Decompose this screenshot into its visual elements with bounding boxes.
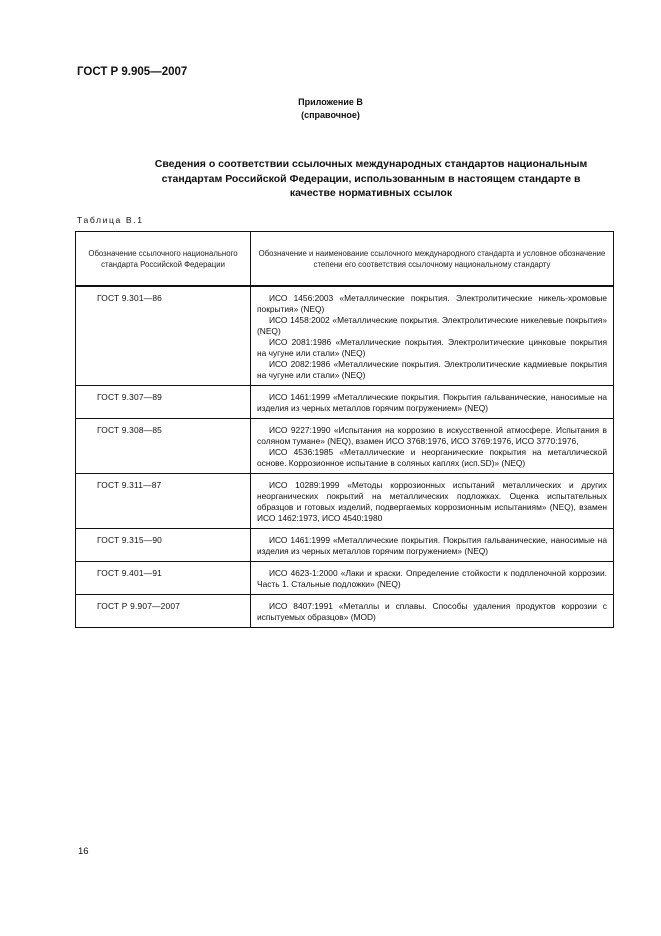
national-standard-cell: ГОСТ 9.401—91 <box>76 562 251 595</box>
iso-entry: ИСО 10289:1999 «Методы коррозионных испытаний металлических и других неорганических покрытий на металлических подложках. Оценка испытательных образцов и готовых изделий, подвергаемых коррозионным испытаниям» (NEQ), взамен ИСО 1462:1973, ИСО 4540:1980 <box>257 480 607 523</box>
national-standard-cell: ГОСТ Р 9.907—2007 <box>76 595 251 628</box>
table-label: Таблица В.1 <box>77 215 144 225</box>
international-standard-cell <box>251 562 614 595</box>
iso-entry: ИСО 4536:1985 «Металлические и неорганические покрытия на металлической основе. Коррозионное испытание в соляных каплях (исп.SD)» (NEQ) <box>257 447 607 468</box>
iso-entry: ИСО 1461:1999 «Металлические покрытия. Покрытия гальванические, наносимые на изделия из черных металлов горячим погружением» (NEQ) <box>257 392 607 413</box>
iso-entry: ИСО 9227:1990 «Испытания на коррозию в искусственной атмосфере. Испытания в соляном тумане» (NEQ), взамен ИСО 3768:1976, ИСО 3769:1976, ИСО 3770:1976, <box>257 425 607 446</box>
appendix-subtitle: (справочное) <box>301 110 360 120</box>
iso-entry: ИСО 1456:2003 «Металлические покрытия. Электролитические никель-хромовые покрытия» (NEQ) <box>257 293 607 314</box>
column-header-international: Обозначение и наименование ссылочного международного стандарта и условное обозначение степени его соответствия ссылочному национальному стандарту <box>251 232 614 287</box>
table-header-row <box>76 232 614 287</box>
table-row <box>76 386 614 419</box>
international-standard-cell <box>251 419 614 474</box>
international-standard-cell <box>251 474 614 529</box>
international-standard-cell <box>251 386 614 419</box>
iso-entry: ИСО 1458:2002 «Металлические покрытия. Электролитические никелевые покрытия» (NEQ) <box>257 315 607 336</box>
iso-entry: ИСО 1461:1999 «Металлические покрытия. Покрытия гальванические, наносимые на изделия из черных металлов горячим погружением» (NEQ) <box>257 535 607 556</box>
international-standard-cell <box>251 595 614 628</box>
table-row <box>76 286 614 386</box>
table-row <box>76 419 614 474</box>
correspondence-table <box>75 231 614 628</box>
table-row <box>76 474 614 529</box>
iso-entry: ИСО 4623-1:2000 «Лаки и краски. Определение стойкости к подпленочной коррозии. Часть 1. Стальные подложки» (NEQ) <box>257 568 607 589</box>
national-standard-cell: ГОСТ 9.307—89 <box>76 386 251 419</box>
table-row <box>76 595 614 628</box>
table-row <box>76 562 614 595</box>
appendix-heading <box>0 96 661 122</box>
table-row <box>76 529 614 562</box>
national-standard-cell: ГОСТ 9.315—90 <box>76 529 251 562</box>
document-code: ГОСТ Р 9.905—2007 <box>77 66 188 78</box>
page-number: 16 <box>78 846 89 857</box>
section-title: Сведения о соответствии ссылочных международных стандартов национальным стандартам Российской Федерации, использованным в настоящем стандарте в качестве нормативных ссылок <box>154 158 588 199</box>
appendix-title: Приложение В <box>298 97 363 107</box>
national-standard-cell: ГОСТ 9.308—85 <box>76 419 251 474</box>
international-standard-cell <box>251 529 614 562</box>
iso-entry: ИСО 2081:1986 «Металлические покрытия. Электролитические цинковые покрытия на чугуне или стали» (NEQ) <box>257 337 607 358</box>
national-standard-cell: ГОСТ 9.311—87 <box>76 474 251 529</box>
national-standard-cell: ГОСТ 9.301—86 <box>76 286 251 386</box>
iso-entry: ИСО 2082:1986 «Металлические покрытия. Электролитические кадмиевые покрытия на чугуне или стали» (NEQ) <box>257 359 607 380</box>
iso-entry: ИСО 8407:1991 «Металлы и сплавы. Способы удаления продуктов коррозии с испытуемых образцов» (MOD) <box>257 601 607 622</box>
international-standard-cell <box>251 286 614 386</box>
column-header-national: Обозначение ссылочного национального стандарта Российской Федерации <box>76 232 251 287</box>
